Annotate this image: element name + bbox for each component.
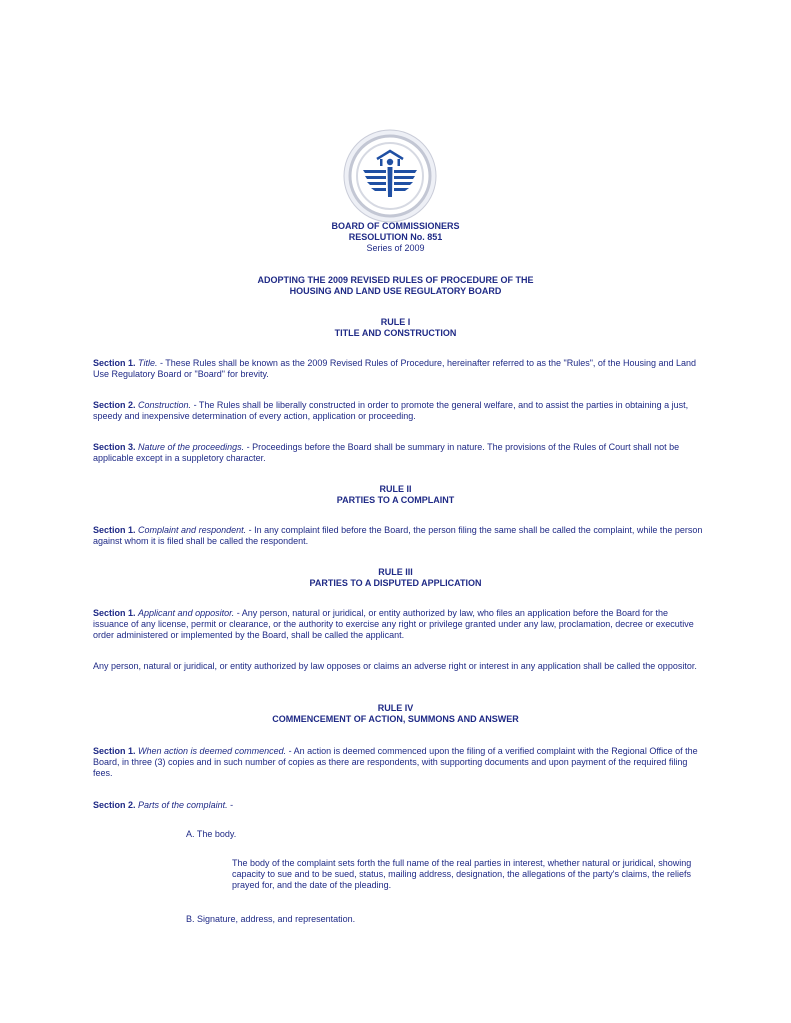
- section-label: Section 1.: [93, 358, 136, 368]
- section-title: When action is deemed commenced.: [138, 746, 287, 756]
- rule1-heading: RULE I: [380, 317, 411, 327]
- section-label: Section 1.: [93, 746, 136, 756]
- rule4-section1: [93, 746, 703, 779]
- section-title: Title.: [138, 358, 158, 368]
- rule3-paragraph2: Any person, natural or juridical, or entity authorized by law opposes or claims an adverse right or interest in any application shall be called the oppositor.: [93, 661, 697, 671]
- rule3-section1: [93, 608, 703, 641]
- section-label: Section 2.: [93, 800, 136, 810]
- rule2-subheading: PARTIES TO A COMPLAINT: [336, 495, 455, 505]
- subsection-b-label: B. Signature, address, and representation.: [186, 914, 356, 924]
- section-label: Section 1.: [93, 608, 136, 618]
- rule1-section3: [93, 442, 703, 464]
- hlurb-seal-icon: [343, 129, 437, 223]
- section-text: - Any person, natural or juridical, or entity authorized by law, who files an application before the Board for the issuance of any license, permit or clearance, or the authority to exercise any right or privilege granted under any law, proclamation, decree or executive order administered or implemented by the Board, shall be called the applicant.: [93, 608, 694, 640]
- section-text: -: [227, 800, 234, 810]
- section-text: - Proceedings before the Board shall be summary in nature. The provisions of the Rules of Court shall not be applicable except in a suppletory character.: [93, 442, 680, 463]
- section-label: Section 2.: [93, 400, 136, 410]
- section-label: Section 1.: [93, 525, 136, 535]
- rule1-section1: [93, 358, 703, 380]
- board-heading: BOARD OF COMMISSIONERS: [331, 221, 460, 231]
- rule4-section2: [93, 800, 703, 811]
- rule2-section1: [93, 525, 703, 547]
- rule3-heading: RULE III: [378, 567, 413, 577]
- resolution-number: RESOLUTION No. 851: [348, 232, 443, 242]
- section-text: - The Rules shall be liberally constructed in order to promote the general welfare, and to assist the parties in obtaining a just, speedy and inexpensive determination of every action, application or proceeding.: [93, 400, 689, 421]
- resolution-title-line1: ADOPTING THE 2009 REVISED RULES OF PROCEDURE OF THE: [257, 275, 534, 285]
- resolution-title-line2: HOUSING AND LAND USE REGULATORY BOARD: [289, 286, 502, 296]
- rule4-heading: RULE IV: [377, 703, 414, 713]
- subsection-a-label: A. The body.: [186, 829, 237, 839]
- rule2-heading: RULE II: [379, 484, 412, 494]
- section-title: Applicant and oppositor.: [138, 608, 235, 618]
- rule1-subheading: TITLE AND CONSTRUCTION: [334, 328, 457, 338]
- rule3-subheading: PARTIES TO A DISPUTED APPLICATION: [309, 578, 482, 588]
- section-text: - An action is deemed commenced upon the filing of a verified complaint with the Regional Office of the Board, in three (3) copies and in such number of copies as there are respondents, with supporting documents and upon payment of the required filing fees.: [93, 746, 698, 778]
- section-text: - These Rules shall be known as the 2009 Revised Rules of Procedure, hereinafter referred to as the "Rules", of the Housing and Land Use Regulatory Board or "Board" for brevity.: [93, 358, 697, 379]
- section-title: Complaint and respondent.: [138, 525, 247, 535]
- section-title: Construction.: [138, 400, 192, 410]
- section-text: - In any complaint filed before the Board, the person filing the same shall be called the complaint, while the person against whom it is filed shall be called the respondent.: [93, 525, 703, 546]
- rule4-subheading: COMMENCEMENT OF ACTION, SUMMONS AND ANSWER: [272, 714, 519, 724]
- section-title: Nature of the proceedings.: [138, 442, 245, 452]
- series-year: Series of 2009: [366, 243, 425, 253]
- rule1-section2: [93, 400, 703, 422]
- section-title: Parts of the complaint.: [138, 800, 228, 810]
- section-label: Section 3.: [93, 442, 136, 452]
- subsection-a-body: The body of the complaint sets forth the full name of the real parties in interest, whether natural or juridical, showing capacity to sue and to be sued, status, mailing address, designation, the allegations of the party's claims, the reliefs prayed for, and the date of the pleading.: [232, 858, 692, 890]
